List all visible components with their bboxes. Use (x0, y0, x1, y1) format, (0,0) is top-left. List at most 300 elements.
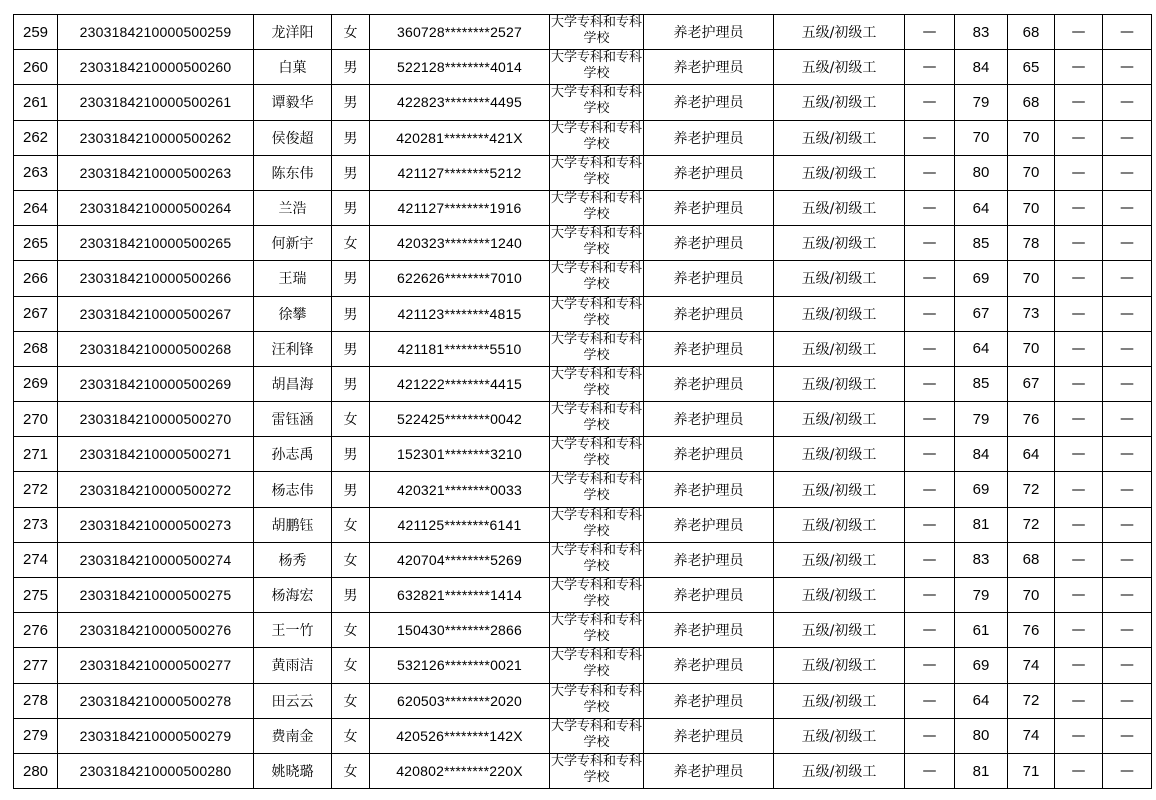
dash-cell: — (1055, 226, 1103, 261)
gender-cell: 女 (332, 718, 370, 753)
cert-number-cell: 2303184210000500267 (58, 296, 254, 331)
table-row (14, 542, 1152, 577)
id-number-cell: 360728********2527 (370, 15, 550, 50)
gender-cell: 女 (332, 507, 370, 542)
name-cell: 胡昌海 (254, 366, 332, 401)
dash-cell: — (905, 437, 955, 472)
score-practical-cell: 70 (1008, 331, 1055, 366)
results-table (13, 14, 1152, 789)
gender-cell: 男 (332, 366, 370, 401)
occupation-cell: 养老护理员 (644, 542, 774, 577)
education-cell (550, 261, 644, 296)
name-cell: 田云云 (254, 683, 332, 718)
name-cell: 杨志伟 (254, 472, 332, 507)
dash-cell: — (905, 613, 955, 648)
name-cell: 胡鹏钰 (254, 507, 332, 542)
dash-cell: — (905, 85, 955, 120)
table-row (14, 578, 1152, 613)
education-text: 大学专科和专科学校 (550, 542, 642, 574)
dash-cell: — (1103, 155, 1152, 190)
dash-cell: — (1055, 472, 1103, 507)
dash-cell: — (905, 190, 955, 225)
score-practical-cell: 74 (1008, 718, 1055, 753)
score-theory-cell: 69 (955, 648, 1008, 683)
level-cell: 五级/初级工 (774, 85, 905, 120)
table-row (14, 366, 1152, 401)
seq-cell: 272 (14, 472, 58, 507)
name-cell: 姚晓璐 (254, 753, 332, 788)
id-number-cell: 420281********421X (370, 120, 550, 155)
table-row (14, 472, 1152, 507)
id-number-cell: 522128********4014 (370, 50, 550, 85)
score-theory-cell: 84 (955, 437, 1008, 472)
table-row (14, 718, 1152, 753)
dash-cell: — (1055, 331, 1103, 366)
dash-cell: — (1055, 190, 1103, 225)
score-theory-cell: 79 (955, 85, 1008, 120)
score-theory-cell: 70 (955, 120, 1008, 155)
seq-cell: 269 (14, 366, 58, 401)
id-number-cell: 532126********0021 (370, 648, 550, 683)
score-practical-cell: 78 (1008, 226, 1055, 261)
education-text: 大学专科和专科学校 (550, 472, 642, 504)
dash-cell: — (1103, 190, 1152, 225)
dash-cell: — (1103, 683, 1152, 718)
education-cell (550, 402, 644, 437)
score-theory-cell: 69 (955, 472, 1008, 507)
gender-cell: 女 (332, 753, 370, 788)
level-cell: 五级/初级工 (774, 578, 905, 613)
dash-cell: — (1103, 402, 1152, 437)
id-number-cell: 420704********5269 (370, 542, 550, 577)
dash-cell: — (1055, 753, 1103, 788)
score-theory-cell: 83 (955, 542, 1008, 577)
seq-cell: 261 (14, 85, 58, 120)
dash-cell: — (1055, 120, 1103, 155)
score-theory-cell: 79 (955, 578, 1008, 613)
seq-cell: 275 (14, 578, 58, 613)
education-text: 大学专科和专科学校 (550, 331, 642, 363)
score-practical-cell: 72 (1008, 507, 1055, 542)
cert-number-cell: 2303184210000500278 (58, 683, 254, 718)
level-cell: 五级/初级工 (774, 437, 905, 472)
score-practical-cell: 68 (1008, 15, 1055, 50)
dash-cell: — (1055, 15, 1103, 50)
education-cell (550, 683, 644, 718)
seq-cell: 263 (14, 155, 58, 190)
score-practical-cell: 70 (1008, 578, 1055, 613)
education-text: 大学专科和专科学校 (550, 366, 642, 398)
dash-cell: — (1055, 50, 1103, 85)
gender-cell: 女 (332, 648, 370, 683)
id-number-cell: 420321********0033 (370, 472, 550, 507)
level-cell: 五级/初级工 (774, 296, 905, 331)
table-row (14, 648, 1152, 683)
dash-cell: — (905, 542, 955, 577)
cert-number-cell: 2303184210000500264 (58, 190, 254, 225)
name-cell: 何新宇 (254, 226, 332, 261)
gender-cell: 男 (332, 190, 370, 225)
seq-cell: 264 (14, 190, 58, 225)
name-cell: 白菓 (254, 50, 332, 85)
score-theory-cell: 85 (955, 226, 1008, 261)
name-cell: 侯俊超 (254, 120, 332, 155)
table-row (14, 437, 1152, 472)
cert-number-cell: 2303184210000500277 (58, 648, 254, 683)
seq-cell: 280 (14, 753, 58, 788)
score-theory-cell: 64 (955, 683, 1008, 718)
cert-number-cell: 2303184210000500265 (58, 226, 254, 261)
education-text: 大学专科和专科学校 (550, 613, 642, 645)
table-row (14, 155, 1152, 190)
dash-cell: — (1103, 648, 1152, 683)
seq-cell: 271 (14, 437, 58, 472)
level-cell: 五级/初级工 (774, 402, 905, 437)
score-theory-cell: 79 (955, 402, 1008, 437)
education-cell (550, 226, 644, 261)
cert-number-cell: 2303184210000500260 (58, 50, 254, 85)
seq-cell: 274 (14, 542, 58, 577)
cert-number-cell: 2303184210000500268 (58, 331, 254, 366)
id-number-cell: 421222********4415 (370, 366, 550, 401)
table-row (14, 226, 1152, 261)
score-theory-cell: 83 (955, 15, 1008, 50)
seq-cell: 267 (14, 296, 58, 331)
cert-number-cell: 2303184210000500275 (58, 578, 254, 613)
occupation-cell: 养老护理员 (644, 261, 774, 296)
dash-cell: — (1055, 613, 1103, 648)
id-number-cell: 620503********2020 (370, 683, 550, 718)
dash-cell: — (1055, 648, 1103, 683)
dash-cell: — (1103, 542, 1152, 577)
gender-cell: 男 (332, 437, 370, 472)
level-cell: 五级/初级工 (774, 155, 905, 190)
gender-cell: 女 (332, 226, 370, 261)
dash-cell: — (1055, 85, 1103, 120)
occupation-cell: 养老护理员 (644, 120, 774, 155)
table-row (14, 683, 1152, 718)
name-cell: 雷钰涵 (254, 402, 332, 437)
score-practical-cell: 76 (1008, 613, 1055, 648)
table-row (14, 190, 1152, 225)
cert-number-cell: 2303184210000500274 (58, 542, 254, 577)
name-cell: 谭毅华 (254, 85, 332, 120)
dash-cell: — (1055, 542, 1103, 577)
occupation-cell: 养老护理员 (644, 472, 774, 507)
dash-cell: — (1103, 120, 1152, 155)
education-text: 大学专科和专科学校 (550, 683, 642, 715)
dash-cell: — (905, 718, 955, 753)
dash-cell: — (1055, 366, 1103, 401)
dash-cell: — (1055, 261, 1103, 296)
dash-cell: — (1103, 718, 1152, 753)
education-text: 大学专科和专科学校 (550, 226, 642, 258)
education-text: 大学专科和专科学校 (550, 648, 642, 680)
score-theory-cell: 85 (955, 366, 1008, 401)
score-theory-cell: 64 (955, 331, 1008, 366)
gender-cell: 男 (332, 85, 370, 120)
seq-cell: 265 (14, 226, 58, 261)
gender-cell: 女 (332, 683, 370, 718)
seq-cell: 260 (14, 50, 58, 85)
occupation-cell: 养老护理员 (644, 753, 774, 788)
dash-cell: — (1103, 50, 1152, 85)
education-text: 大学专科和专科学校 (550, 507, 642, 539)
education-cell (550, 50, 644, 85)
education-cell (550, 85, 644, 120)
level-cell: 五级/初级工 (774, 120, 905, 155)
cert-number-cell: 2303184210000500262 (58, 120, 254, 155)
level-cell: 五级/初级工 (774, 226, 905, 261)
occupation-cell: 养老护理员 (644, 437, 774, 472)
education-text: 大学专科和专科学校 (550, 753, 642, 785)
score-practical-cell: 68 (1008, 85, 1055, 120)
seq-cell: 259 (14, 15, 58, 50)
seq-cell: 268 (14, 331, 58, 366)
education-text: 大学专科和专科学校 (550, 437, 642, 469)
education-cell (550, 331, 644, 366)
dash-cell: — (905, 226, 955, 261)
name-cell: 杨秀 (254, 542, 332, 577)
table-row (14, 85, 1152, 120)
id-number-cell: 420323********1240 (370, 226, 550, 261)
dash-cell: — (905, 261, 955, 296)
score-theory-cell: 80 (955, 718, 1008, 753)
dash-cell: — (905, 50, 955, 85)
gender-cell: 男 (332, 155, 370, 190)
table-row (14, 402, 1152, 437)
name-cell: 徐攀 (254, 296, 332, 331)
seq-cell: 270 (14, 402, 58, 437)
id-number-cell: 622626********7010 (370, 261, 550, 296)
dash-cell: — (1103, 472, 1152, 507)
education-text: 大学专科和专科学校 (550, 155, 642, 187)
level-cell: 五级/初级工 (774, 331, 905, 366)
score-practical-cell: 73 (1008, 296, 1055, 331)
level-cell: 五级/初级工 (774, 613, 905, 648)
dash-cell: — (905, 683, 955, 718)
dash-cell: — (1055, 437, 1103, 472)
dash-cell: — (1103, 507, 1152, 542)
education-cell (550, 296, 644, 331)
score-practical-cell: 68 (1008, 542, 1055, 577)
seq-cell: 273 (14, 507, 58, 542)
dash-cell: — (905, 296, 955, 331)
education-cell (550, 190, 644, 225)
level-cell: 五级/初级工 (774, 648, 905, 683)
occupation-cell: 养老护理员 (644, 683, 774, 718)
seq-cell: 262 (14, 120, 58, 155)
gender-cell: 女 (332, 613, 370, 648)
score-theory-cell: 81 (955, 753, 1008, 788)
dash-cell: — (1055, 683, 1103, 718)
dash-cell: — (1103, 296, 1152, 331)
dash-cell: — (1103, 437, 1152, 472)
dash-cell: — (905, 402, 955, 437)
occupation-cell: 养老护理员 (644, 648, 774, 683)
dash-cell: — (1055, 507, 1103, 542)
gender-cell: 男 (332, 296, 370, 331)
dash-cell: — (1103, 226, 1152, 261)
education-cell (550, 155, 644, 190)
name-cell: 王一竹 (254, 613, 332, 648)
seq-cell: 279 (14, 718, 58, 753)
score-practical-cell: 65 (1008, 50, 1055, 85)
level-cell: 五级/初级工 (774, 366, 905, 401)
education-cell (550, 472, 644, 507)
dash-cell: — (1055, 718, 1103, 753)
dash-cell: — (1055, 296, 1103, 331)
education-cell (550, 507, 644, 542)
id-number-cell: 421127********1916 (370, 190, 550, 225)
id-number-cell: 421181********5510 (370, 331, 550, 366)
occupation-cell: 养老护理员 (644, 226, 774, 261)
name-cell: 兰浩 (254, 190, 332, 225)
name-cell: 陈东伟 (254, 155, 332, 190)
table-row (14, 331, 1152, 366)
dash-cell: — (1055, 578, 1103, 613)
gender-cell: 女 (332, 542, 370, 577)
gender-cell: 女 (332, 402, 370, 437)
level-cell: 五级/初级工 (774, 15, 905, 50)
name-cell: 孙志禹 (254, 437, 332, 472)
occupation-cell: 养老护理员 (644, 613, 774, 648)
level-cell: 五级/初级工 (774, 542, 905, 577)
id-number-cell: 421123********4815 (370, 296, 550, 331)
score-practical-cell: 70 (1008, 155, 1055, 190)
score-practical-cell: 72 (1008, 472, 1055, 507)
level-cell: 五级/初级工 (774, 507, 905, 542)
seq-cell: 278 (14, 683, 58, 718)
gender-cell: 男 (332, 331, 370, 366)
cert-number-cell: 2303184210000500263 (58, 155, 254, 190)
score-theory-cell: 64 (955, 190, 1008, 225)
level-cell: 五级/初级工 (774, 190, 905, 225)
dash-cell: — (1103, 261, 1152, 296)
dash-cell: — (1103, 15, 1152, 50)
score-practical-cell: 70 (1008, 120, 1055, 155)
education-cell (550, 542, 644, 577)
score-theory-cell: 81 (955, 507, 1008, 542)
seq-cell: 266 (14, 261, 58, 296)
dash-cell: — (1103, 85, 1152, 120)
education-cell (550, 120, 644, 155)
education-text: 大学专科和专科学校 (550, 190, 642, 222)
dash-cell: — (1103, 366, 1152, 401)
name-cell: 王瑞 (254, 261, 332, 296)
occupation-cell: 养老护理员 (644, 50, 774, 85)
table-row (14, 120, 1152, 155)
cert-number-cell: 2303184210000500280 (58, 753, 254, 788)
education-cell (550, 753, 644, 788)
dash-cell: — (905, 648, 955, 683)
seq-cell: 277 (14, 648, 58, 683)
id-number-cell: 420526********142X (370, 718, 550, 753)
education-cell (550, 366, 644, 401)
score-practical-cell: 70 (1008, 190, 1055, 225)
education-text: 大学专科和专科学校 (550, 296, 642, 328)
id-number-cell: 421125********6141 (370, 507, 550, 542)
dash-cell: — (1055, 402, 1103, 437)
education-text: 大学专科和专科学校 (550, 578, 642, 609)
education-text: 大学专科和专科学校 (550, 402, 642, 434)
occupation-cell: 养老护理员 (644, 578, 774, 613)
table-row (14, 613, 1152, 648)
education-cell (550, 718, 644, 753)
gender-cell: 男 (332, 261, 370, 296)
level-cell: 五级/初级工 (774, 718, 905, 753)
table-row (14, 296, 1152, 331)
gender-cell: 男 (332, 120, 370, 155)
occupation-cell: 养老护理员 (644, 15, 774, 50)
dash-cell: — (1103, 331, 1152, 366)
table-body (14, 15, 1152, 789)
score-practical-cell: 74 (1008, 648, 1055, 683)
id-number-cell: 632821********1414 (370, 578, 550, 613)
gender-cell: 男 (332, 578, 370, 613)
cert-number-cell: 2303184210000500276 (58, 613, 254, 648)
seq-cell: 276 (14, 613, 58, 648)
gender-cell: 女 (332, 15, 370, 50)
score-practical-cell: 64 (1008, 437, 1055, 472)
education-cell (550, 613, 644, 648)
education-cell (550, 578, 644, 613)
cert-number-cell: 2303184210000500266 (58, 261, 254, 296)
dash-cell: — (905, 331, 955, 366)
table-row (14, 261, 1152, 296)
occupation-cell: 养老护理员 (644, 85, 774, 120)
occupation-cell: 养老护理员 (644, 155, 774, 190)
dash-cell: — (1103, 578, 1152, 613)
name-cell: 汪利锋 (254, 331, 332, 366)
table-row (14, 753, 1152, 788)
dash-cell: — (905, 366, 955, 401)
education-text: 大学专科和专科学校 (550, 120, 642, 152)
cert-number-cell: 2303184210000500271 (58, 437, 254, 472)
occupation-cell: 养老护理员 (644, 190, 774, 225)
occupation-cell: 养老护理员 (644, 296, 774, 331)
level-cell: 五级/初级工 (774, 753, 905, 788)
dash-cell: — (1103, 613, 1152, 648)
cert-number-cell: 2303184210000500272 (58, 472, 254, 507)
education-cell (550, 15, 644, 50)
occupation-cell: 养老护理员 (644, 507, 774, 542)
dash-cell: — (1055, 155, 1103, 190)
name-cell: 黄雨洁 (254, 648, 332, 683)
occupation-cell: 养老护理员 (644, 331, 774, 366)
name-cell: 杨海宏 (254, 578, 332, 613)
name-cell: 龙洋阳 (254, 15, 332, 50)
id-number-cell: 422823********4495 (370, 85, 550, 120)
education-text: 大学专科和专科学校 (550, 85, 642, 117)
table-row (14, 50, 1152, 85)
occupation-cell: 养老护理员 (644, 366, 774, 401)
gender-cell: 男 (332, 472, 370, 507)
education-cell (550, 648, 644, 683)
cert-number-cell: 2303184210000500273 (58, 507, 254, 542)
cert-number-cell: 2303184210000500269 (58, 366, 254, 401)
education-text: 大学专科和专科学校 (550, 50, 642, 82)
dash-cell: — (1103, 753, 1152, 788)
id-number-cell: 152301********3210 (370, 437, 550, 472)
dash-cell: — (905, 753, 955, 788)
table-row (14, 15, 1152, 50)
score-theory-cell: 84 (955, 50, 1008, 85)
score-practical-cell: 76 (1008, 402, 1055, 437)
cert-number-cell: 2303184210000500270 (58, 402, 254, 437)
id-number-cell: 420802********220X (370, 753, 550, 788)
cert-number-cell: 2303184210000500279 (58, 718, 254, 753)
